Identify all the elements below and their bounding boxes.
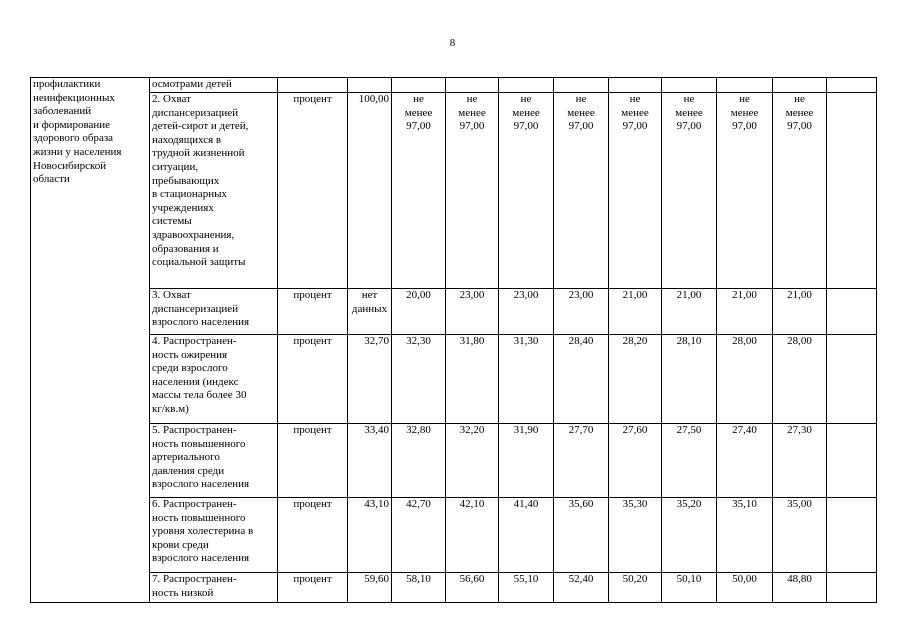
- value-cell: 27,30: [773, 424, 827, 498]
- value-cell: 28,20: [609, 335, 662, 424]
- unit-cell: процент: [278, 573, 348, 603]
- value-cell: 42,10: [446, 498, 499, 573]
- value-cell: 50,20: [609, 573, 662, 603]
- value-cell: 35,30: [609, 498, 662, 573]
- value-cell: не менее 97,00: [499, 93, 554, 289]
- value-cell: 27,70: [554, 424, 609, 498]
- value-cell: не менее 97,00: [717, 93, 773, 289]
- value-cell: [609, 78, 662, 93]
- table-row: [31, 424, 877, 498]
- value-cell: 32,80: [392, 424, 446, 498]
- value-cell: 42,70: [392, 498, 446, 573]
- value-cell: 23,00: [499, 289, 554, 335]
- value-cell: 55,10: [499, 573, 554, 603]
- unit-cell: процент: [278, 335, 348, 424]
- value-cell: 21,00: [609, 289, 662, 335]
- value-cell: 28,40: [554, 335, 609, 424]
- value-cell: 21,00: [662, 289, 717, 335]
- value-cell: 50,00: [717, 573, 773, 603]
- value-cell: 27,50: [662, 424, 717, 498]
- base-value-cell: нет данных: [348, 289, 392, 335]
- value-cell: 48,80: [773, 573, 827, 603]
- table-row: [31, 78, 877, 93]
- table-row: [31, 573, 877, 603]
- value-cell: не менее 97,00: [662, 93, 717, 289]
- indicator-cell: 6. Распространен- ность повышенного уровня холестерина в крови среди взрослого населения: [150, 498, 278, 573]
- value-cell: 28,00: [717, 335, 773, 424]
- value-cell: не менее 97,00: [446, 93, 499, 289]
- indicators-table: [30, 77, 877, 603]
- base-value-cell: [348, 78, 392, 93]
- value-cell: [446, 78, 499, 93]
- value-cell: [662, 78, 717, 93]
- value-cell: не менее 97,00: [554, 93, 609, 289]
- value-cell: [717, 78, 773, 93]
- value-cell: 31,80: [446, 335, 499, 424]
- value-cell: [392, 78, 446, 93]
- table-row: [31, 498, 877, 573]
- value-cell: [773, 78, 827, 93]
- extra-cell: [827, 498, 877, 573]
- indicator-cell: осмотрами детей: [150, 78, 278, 93]
- value-cell: 28,10: [662, 335, 717, 424]
- value-cell: 35,10: [717, 498, 773, 573]
- unit-cell: процент: [278, 289, 348, 335]
- extra-cell: [827, 335, 877, 424]
- base-value-cell: 59,60: [348, 573, 392, 603]
- value-cell: не менее 97,00: [392, 93, 446, 289]
- indicator-cell: 4. Распространен- ность ожирения среди взрослого населения (индекс массы тела более 30 кг/кв.м): [150, 335, 278, 424]
- value-cell: [499, 78, 554, 93]
- extra-cell: [827, 573, 877, 603]
- value-cell: 20,00: [392, 289, 446, 335]
- page-number: 8: [449, 37, 456, 49]
- indicator-cell: 2. Охват диспансеризацией детей-сирот и детей, находящихся в трудной жизненной ситуации, пребывающих в стационарных учреждениях системы здравоохранения, образования и социальной защиты: [150, 93, 278, 289]
- extra-cell: [827, 78, 877, 93]
- table-row: [31, 289, 877, 335]
- extra-cell: [827, 93, 877, 289]
- value-cell: 35,00: [773, 498, 827, 573]
- value-cell: не менее 97,00: [609, 93, 662, 289]
- indicator-cell: 5. Распространен- ность повышенного артериального давления среди взрослого населения: [150, 424, 278, 498]
- base-value-cell: 100,00: [348, 93, 392, 289]
- value-cell: 32,20: [446, 424, 499, 498]
- value-cell: 56,60: [446, 573, 499, 603]
- value-cell: 50,10: [662, 573, 717, 603]
- unit-cell: процент: [278, 424, 348, 498]
- indicator-cell: 3. Охват диспансеризацией взрослого населения: [150, 289, 278, 335]
- value-cell: 27,40: [717, 424, 773, 498]
- value-cell: 31,30: [499, 335, 554, 424]
- value-cell: 35,60: [554, 498, 609, 573]
- value-cell: 31,90: [499, 424, 554, 498]
- value-cell: не менее 97,00: [773, 93, 827, 289]
- base-value-cell: 43,10: [348, 498, 392, 573]
- indicator-cell: 7. Распространен- ность низкой: [150, 573, 278, 603]
- value-cell: 23,00: [446, 289, 499, 335]
- value-cell: 58,10: [392, 573, 446, 603]
- unit-cell: процент: [278, 93, 348, 289]
- value-cell: 21,00: [773, 289, 827, 335]
- value-cell: 35,20: [662, 498, 717, 573]
- value-cell: 32,30: [392, 335, 446, 424]
- extra-cell: [827, 289, 877, 335]
- table-row: [31, 93, 877, 289]
- unit-cell: [278, 78, 348, 93]
- value-cell: [554, 78, 609, 93]
- value-cell: 27,60: [609, 424, 662, 498]
- table-row: [31, 335, 877, 424]
- value-cell: 41,40: [499, 498, 554, 573]
- base-value-cell: 32,70: [348, 335, 392, 424]
- value-cell: 23,00: [554, 289, 609, 335]
- value-cell: 28,00: [773, 335, 827, 424]
- unit-cell: процент: [278, 498, 348, 573]
- value-cell: 21,00: [717, 289, 773, 335]
- value-cell: 52,40: [554, 573, 609, 603]
- base-value-cell: 33,40: [348, 424, 392, 498]
- extra-cell: [827, 424, 877, 498]
- program-name-cell: профилактики неинфекционных заболеваний и формирование здорового образа жизни у населения Новосибирской области: [31, 78, 150, 603]
